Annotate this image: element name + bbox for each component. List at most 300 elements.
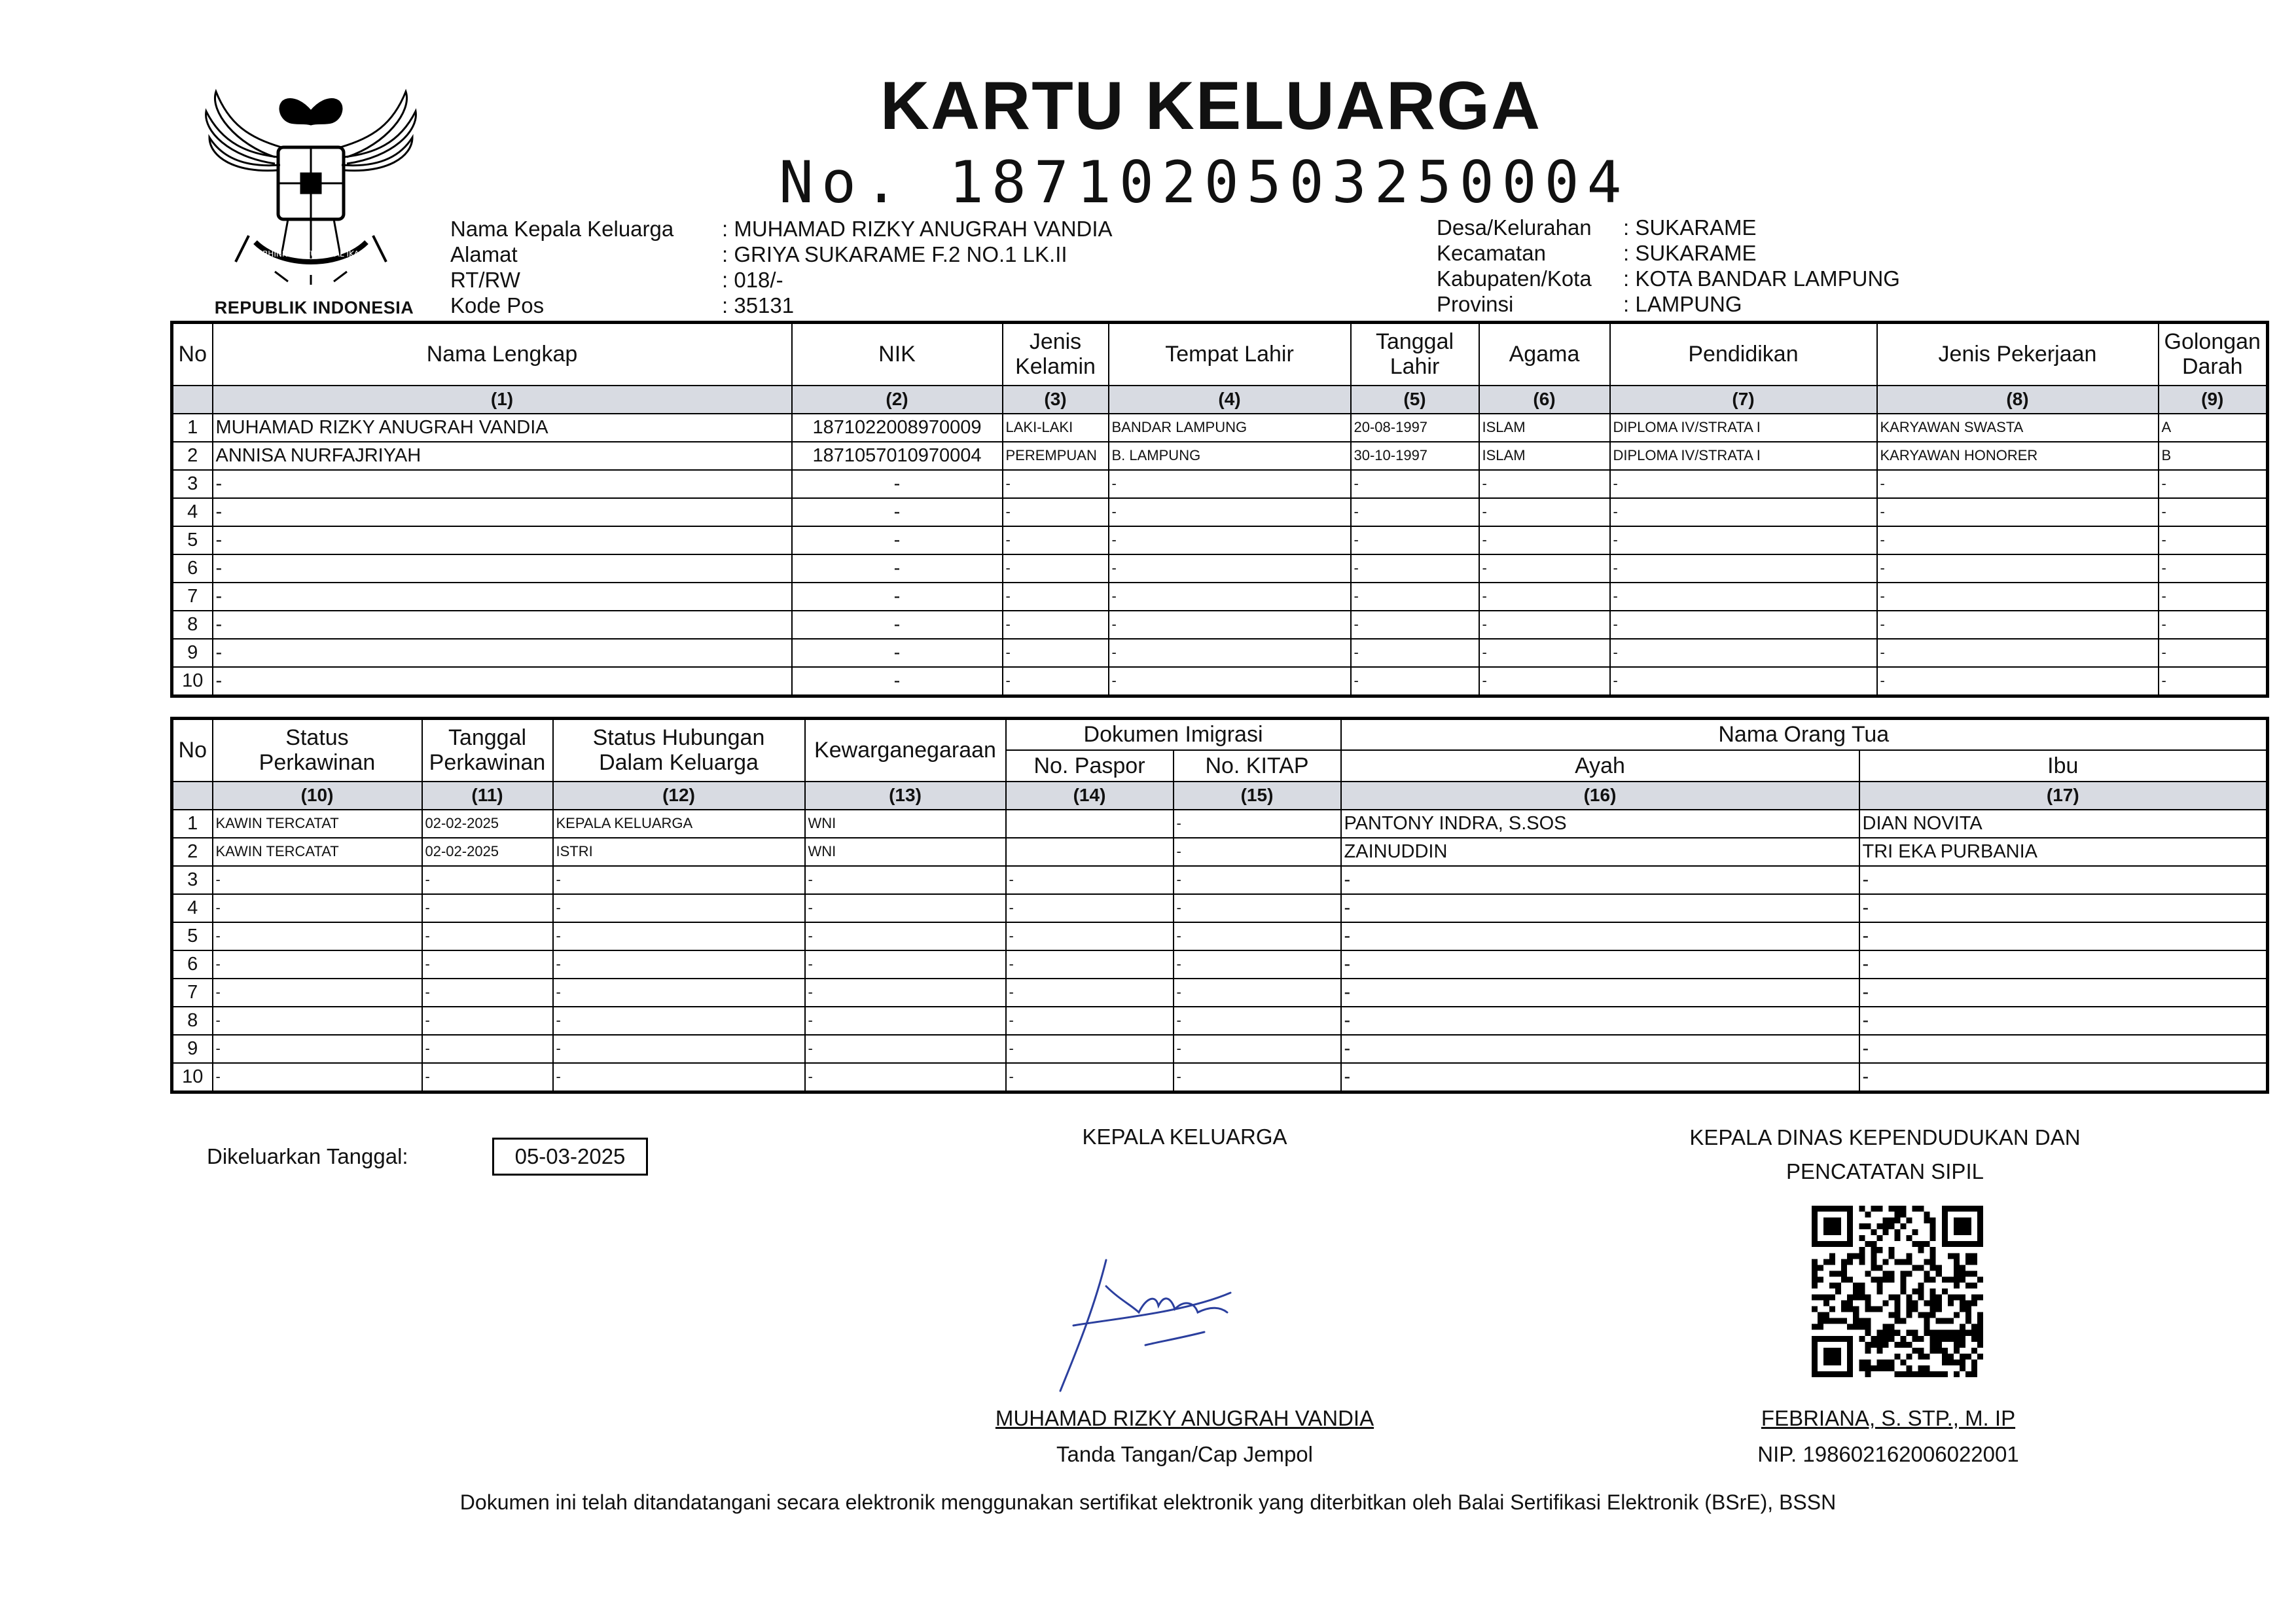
col-header-no: No [172,323,213,386]
cell-kitap: - [1174,922,1341,950]
document-number: No. 1871020503250004 [779,149,1630,216]
cell-status: KAWIN TERCATAT [213,838,422,866]
cell-warga: - [805,1035,1006,1063]
cell-no: 8 [172,1007,213,1035]
cell-pekerjaan: - [1877,583,2159,611]
cell-ayah: ZAINUDDIN [1341,838,1859,866]
cell-nama: ANNISA NURFAJRIYAH [213,442,792,470]
cell-tempat: - [1109,583,1351,611]
cell-pekerjaan: - [1877,526,2159,554]
header-right-labels [1437,215,1592,317]
cell-tglk: - [422,1007,553,1035]
column-number-cell: (2) [792,386,1003,414]
header-line: Darah [2181,354,2243,380]
cell-nik: 1871022008970009 [792,414,1003,442]
cell-nama: - [213,470,792,498]
cell-kitap: - [1174,810,1341,838]
header-line: Status [285,725,349,751]
agency-head-title [1623,1121,2147,1189]
cell-jk: - [1003,498,1109,526]
col-header-nama: Nama Lengkap [213,323,792,386]
cell-ayah: - [1341,1063,1859,1092]
table-row [172,442,2268,470]
cell-nik: - [792,667,1003,696]
cell-nama: - [213,611,792,639]
header-right-values [1623,215,1900,317]
header-value: : SUKARAME [1623,241,1757,265]
cell-pekerjaan: KARYAWAN SWASTA [1877,414,2159,442]
column-number-row [172,782,2268,810]
cell-no: 10 [172,1063,213,1092]
cell-no: 8 [172,611,213,639]
cell-no: 6 [172,950,213,979]
cell-ibu: - [1859,1035,2268,1063]
cell-tempat: - [1109,639,1351,667]
family-status-table [170,717,2269,1094]
cell-warga: - [805,1007,1006,1035]
col-header-dokumen-imigrasi: Dokumen Imigrasi [1006,719,1341,750]
cell-ibu: - [1859,979,2268,1007]
cell-jk: - [1003,554,1109,583]
cell-kitap: - [1174,894,1341,922]
col-header-status-hubungan [553,719,805,782]
column-number-cell: (13) [805,782,1006,810]
cell-pendidikan: - [1610,667,1877,696]
col-header-golongan-darah [2159,323,2268,386]
cell-agama: - [1479,470,1610,498]
cell-agama: - [1479,667,1610,696]
cell-nama: - [213,667,792,696]
cell-tglk: - [422,866,553,894]
cell-ayah: - [1341,950,1859,979]
column-number-cell: (1) [213,386,792,414]
cell-gol: - [2159,526,2268,554]
header-label: Kabupaten/Kota [1437,266,1592,291]
cell-agama: - [1479,554,1610,583]
cell-status: - [213,922,422,950]
cell-ibu: DIAN NOVITA [1859,810,2268,838]
col-header-paspor: No. Paspor [1006,750,1174,782]
cell-ibu: - [1859,866,2268,894]
column-number-cell: (12) [553,782,805,810]
cell-warga: WNI [805,810,1006,838]
cell-ayah: - [1341,979,1859,1007]
cell-nik: - [792,526,1003,554]
cell-pendidikan: DIPLOMA IV/STRATA I [1610,442,1877,470]
cell-no: 10 [172,667,213,696]
document-title: KARTU KELUARGA [880,68,1542,144]
cell-gol: B [2159,442,2268,470]
col-header-tanggal-lahir [1351,323,1479,386]
cell-warga: - [805,979,1006,1007]
cell-jk: - [1003,470,1109,498]
cell-status: - [213,894,422,922]
col-header-pekerjaan: Jenis Pekerjaan [1877,323,2159,386]
cell-tglk: - [422,894,553,922]
cell-gol: - [2159,639,2268,667]
header-label: Alamat [450,242,518,266]
table-row [172,526,2268,554]
cell-tgl: - [1351,667,1479,696]
cell-hub: KEPALA KELUARGA [553,810,805,838]
cell-ayah: - [1341,894,1859,922]
header-line: Kelamin [1015,354,1096,380]
cell-tglk: 02-02-2025 [422,838,553,866]
cell-pekerjaan: - [1877,667,2159,696]
issued-date-value: 05-03-2025 [492,1138,648,1176]
header-line: Status Hubungan [592,725,765,751]
header-left-values [722,216,1113,318]
cell-pendidikan: - [1610,470,1877,498]
cell-warga: WNI [805,838,1006,866]
table-row [172,554,2268,583]
header-label: Provinsi [1437,292,1514,316]
cell-no: 1 [172,414,213,442]
header-value: : KOTA BANDAR LAMPUNG [1623,266,1900,291]
cell-no: 7 [172,583,213,611]
header-line: Golongan [2164,329,2261,355]
cell-hub: - [553,1035,805,1063]
col-header-status-perkawinan [213,719,422,782]
cell-tgl: - [1351,583,1479,611]
header-line: Perkawinan [429,750,546,776]
cell-nik: - [792,554,1003,583]
cell-no: 1 [172,810,213,838]
column-number-row [172,386,2268,414]
cell-tempat: - [1109,498,1351,526]
cell-agama: ISLAM [1479,414,1610,442]
cell-gol: - [2159,611,2268,639]
cell-pekerjaan: - [1877,611,2159,639]
cell-ibu: TRI EKA PURBANIA [1859,838,2268,866]
col-header-nama-orang-tua: Nama Orang Tua [1341,719,2268,750]
cell-tempat: - [1109,470,1351,498]
cell-tempat: - [1109,554,1351,583]
col-header-nik: NIK [792,323,1003,386]
column-number-cell [172,386,213,414]
cell-no: 4 [172,894,213,922]
table-row [172,838,2268,866]
cell-no: 5 [172,526,213,554]
cell-tgl: - [1351,639,1479,667]
header-line: Dalam Keluarga [599,750,759,776]
table-row [172,894,2268,922]
column-number-cell: (16) [1341,782,1859,810]
cell-jk: - [1003,639,1109,667]
cell-status: - [213,1007,422,1035]
cell-tglk: - [422,950,553,979]
cell-agama: - [1479,639,1610,667]
cell-paspor: - [1006,1007,1174,1035]
cell-status: - [213,1035,422,1063]
header-value: : LAMPUNG [1623,292,1742,316]
cell-jk: LAKI-LAKI [1003,414,1109,442]
cell-pekerjaan: - [1877,498,2159,526]
cell-kitap: - [1174,950,1341,979]
col-header-pendidikan: Pendidikan [1610,323,1877,386]
cell-status: - [213,1063,422,1092]
cell-nik: - [792,498,1003,526]
table-row [172,922,2268,950]
cell-tgl: - [1351,611,1479,639]
column-number-cell: (9) [2159,386,2268,414]
cell-ayah: - [1341,922,1859,950]
agency-head-nip: NIP. 198602162006022001 [1757,1442,2019,1466]
cell-kitap: - [1174,979,1341,1007]
cell-pendidikan: DIPLOMA IV/STRATA I [1610,414,1877,442]
header-line: Perkawinan [259,750,376,776]
cell-ibu: - [1859,894,2268,922]
cell-tgl: - [1351,498,1479,526]
cell-pekerjaan: - [1877,554,2159,583]
family-members-table [170,321,2269,698]
cell-tempat: - [1109,611,1351,639]
cell-jk: - [1003,667,1109,696]
header-label: Nama Kepala Keluarga [450,217,674,241]
table-row [172,470,2268,498]
cell-paspor: - [1006,894,1174,922]
agency-head-name: FEBRIANA, S. STP., M. IP [1761,1406,2016,1430]
cell-gol: - [2159,554,2268,583]
cell-nik: - [792,639,1003,667]
qr-code-icon [1812,1206,1983,1377]
emblem-motto: BHINNEKA TUNGGAL IKA [262,249,359,259]
cell-pendidikan: - [1610,611,1877,639]
cell-warga: - [805,1063,1006,1092]
cell-nama: - [213,554,792,583]
cell-ayah: - [1341,1035,1859,1063]
cell-tglk: - [422,1035,553,1063]
cell-pendidikan: - [1610,583,1877,611]
table-row [172,1035,2268,1063]
cell-no: 3 [172,470,213,498]
cell-nik: - [792,470,1003,498]
header-left-labels [450,216,673,318]
table-row [172,611,2268,639]
cell-ayah: - [1341,866,1859,894]
col-header-jenis-kelamin [1003,323,1109,386]
header-value: : MUHAMAD RIZKY ANUGRAH VANDIA [722,217,1113,241]
cell-pendidikan: - [1610,639,1877,667]
header-value: : SUKARAME [1623,215,1757,240]
signature-caption: Tanda Tangan/Cap Jempol [1056,1442,1313,1466]
cell-pekerjaan: KARYAWAN HONORER [1877,442,2159,470]
cell-warga: - [805,922,1006,950]
table-row [172,979,2268,1007]
header-value: : 018/- [722,268,783,292]
cell-tempat: - [1109,526,1351,554]
column-number-cell: (14) [1006,782,1174,810]
column-number-cell: (15) [1174,782,1341,810]
cell-ibu: - [1859,1063,2268,1092]
cell-hub: - [553,979,805,1007]
issued-date-label: Dikeluarkan Tanggal: [207,1144,408,1168]
cell-nama: MUHAMAD RIZKY ANUGRAH VANDIA [213,414,792,442]
table-row [172,667,2268,696]
header-line: Tanggal [448,725,527,751]
cell-paspor: - [1006,979,1174,1007]
cell-status: - [213,979,422,1007]
cell-nama: - [213,526,792,554]
agency-title-line: PENCATATAN SIPIL [1786,1159,1984,1183]
column-number-cell: (7) [1610,386,1877,414]
cell-jk: - [1003,526,1109,554]
column-number-cell: (11) [422,782,553,810]
table-row [172,810,2268,838]
col-header-agama: Agama [1479,323,1610,386]
cell-tgl: 20-08-1997 [1351,414,1479,442]
cell-gol: A [2159,414,2268,442]
cell-warga: - [805,950,1006,979]
cell-paspor: - [1006,1063,1174,1092]
header-value: : GRIYA SUKARAME F.2 NO.1 LK.II [722,242,1067,266]
cell-status: KAWIN TERCATAT [213,810,422,838]
cell-pekerjaan: - [1877,639,2159,667]
col-header-ayah: Ayah [1341,750,1859,782]
cell-hub: ISTRI [553,838,805,866]
cell-status: - [213,950,422,979]
country-label: REPUBLIK INDONESIA [214,298,414,317]
cell-pekerjaan: - [1877,470,2159,498]
col-header-tempat-lahir: Tempat Lahir [1109,323,1351,386]
cell-nik: 1871057010970004 [792,442,1003,470]
cell-warga: - [805,894,1006,922]
cell-tglk: - [422,979,553,1007]
cell-nama: - [213,583,792,611]
cell-gol: - [2159,583,2268,611]
cell-kitap: - [1174,1063,1341,1092]
cell-warga: - [805,866,1006,894]
cell-pendidikan: - [1610,498,1877,526]
cell-tglk: - [422,922,553,950]
cell-gol: - [2159,498,2268,526]
cell-ibu: - [1859,1007,2268,1035]
cell-pendidikan: - [1610,554,1877,583]
cell-nama: - [213,498,792,526]
cell-kitap: - [1174,1035,1341,1063]
cell-hub: - [553,950,805,979]
cell-tgl: 30-10-1997 [1351,442,1479,470]
agency-title-line: KEPALA DINAS KEPENDUDUKAN DAN [1689,1125,2081,1149]
column-number-cell: (8) [1877,386,2159,414]
column-number-cell [172,782,213,810]
cell-hub: - [553,894,805,922]
family-head-name: MUHAMAD RIZKY ANUGRAH VANDIA [995,1406,1374,1430]
col-header-ibu: Ibu [1859,750,2268,782]
table-row [172,498,2268,526]
family-head-title: KEPALA KELUARGA [1082,1125,1287,1149]
cell-hub: - [553,866,805,894]
cell-agama: - [1479,611,1610,639]
cell-no: 9 [172,1035,213,1063]
cell-agama: - [1479,498,1610,526]
header-line: Jenis [1029,329,1082,355]
cell-paspor [1006,810,1174,838]
table-row [172,414,2268,442]
column-number-cell: (10) [213,782,422,810]
cell-paspor [1006,838,1174,866]
header-label: Desa/Kelurahan [1437,215,1592,240]
col-header-kewarganegaraan: Kewarganegaraan [805,719,1006,782]
col-header-kitap: No. KITAP [1174,750,1341,782]
cell-kitap: - [1174,838,1341,866]
cell-no: 9 [172,639,213,667]
table-row [172,1063,2268,1092]
cell-jk: - [1003,583,1109,611]
cell-tgl: - [1351,526,1479,554]
cell-nik: - [792,611,1003,639]
cell-agama: ISLAM [1479,442,1610,470]
garuda-emblem-icon [196,85,425,295]
cell-pendidikan: - [1610,526,1877,554]
cell-tglk: 02-02-2025 [422,810,553,838]
table-row [172,639,2268,667]
cell-jk: PEREMPUAN [1003,442,1109,470]
column-number-cell: (6) [1479,386,1610,414]
cell-paspor: - [1006,1035,1174,1063]
cell-agama: - [1479,583,1610,611]
cell-no: 7 [172,979,213,1007]
header-line: Tanggal [1375,329,1454,355]
header-value: : 35131 [722,293,795,317]
cell-gol: - [2159,667,2268,696]
electronic-signature-note: Dokumen ini telah ditandatangani secara elektronik menggunakan sertifikat elektronik yang diterbitkan oleh Balai Sertifikasi Elektronik (BSrE), BSSN [459,1490,1837,1514]
table-row [172,950,2268,979]
cell-no: 5 [172,922,213,950]
cell-tempat: B. LAMPUNG [1109,442,1351,470]
col-header-no: No [172,719,213,782]
cell-kitap: - [1174,866,1341,894]
header-label: Kode Pos [450,293,545,317]
cell-kitap: - [1174,1007,1341,1035]
cell-tglk: - [422,1063,553,1092]
table-row [172,583,2268,611]
col-header-tanggal-perkawinan [422,719,553,782]
cell-nama: - [213,639,792,667]
cell-status: - [213,866,422,894]
cell-ibu: - [1859,950,2268,979]
cell-tgl: - [1351,554,1479,583]
cell-paspor: - [1006,950,1174,979]
column-number-cell: (5) [1351,386,1479,414]
cell-nik: - [792,583,1003,611]
cell-tgl: - [1351,470,1479,498]
cell-no: 2 [172,442,213,470]
cell-hub: - [553,922,805,950]
column-number-cell: (4) [1109,386,1351,414]
column-number-cell: (3) [1003,386,1109,414]
cell-jk: - [1003,611,1109,639]
cell-gol: - [2159,470,2268,498]
cell-ayah: - [1341,1007,1859,1035]
cell-paspor: - [1006,866,1174,894]
cell-agama: - [1479,526,1610,554]
cell-hub: - [553,1007,805,1035]
table-row [172,1007,2268,1035]
cell-ayah: PANTONY INDRA, S.SOS [1341,810,1859,838]
cell-no: 6 [172,554,213,583]
cell-no: 2 [172,838,213,866]
cell-hub: - [553,1063,805,1092]
cell-paspor: - [1006,922,1174,950]
header-label: RT/RW [450,268,520,292]
column-number-cell: (17) [1859,782,2268,810]
table-row [172,866,2268,894]
cell-tempat: - [1109,667,1351,696]
cell-ibu: - [1859,922,2268,950]
header-line: Lahir [1390,354,1440,380]
cell-no: 4 [172,498,213,526]
